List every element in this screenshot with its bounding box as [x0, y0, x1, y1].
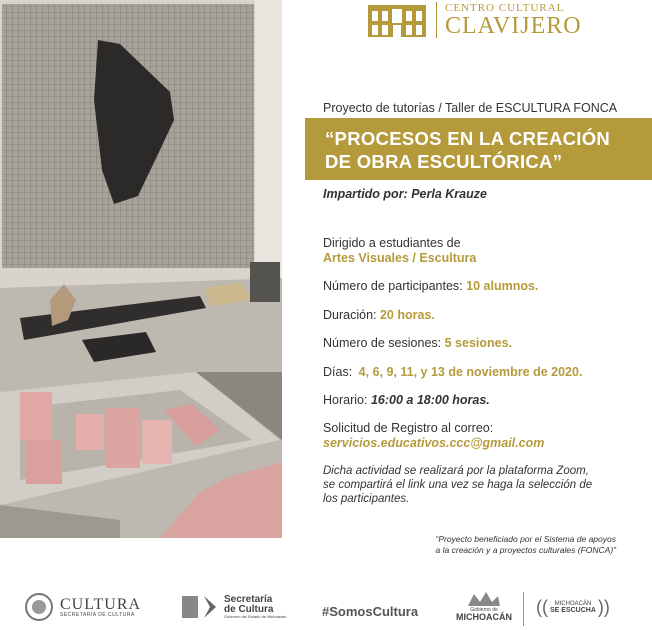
- schedule-value: 16:00 a 18:00 horas.: [370, 393, 490, 407]
- zoom-note: [323, 464, 592, 506]
- days-value: 4, 6, 9, 11, y 13 de noviembre de 2020.: [358, 365, 583, 379]
- zoom-note-line-2: se compartirá el link una vez se haga la selección de: [323, 479, 593, 491]
- fonca-note: [396, 534, 616, 556]
- clavijero-logo: [366, 0, 582, 40]
- gobierno-logo: [456, 590, 512, 622]
- schedule-label: Horario:: [323, 393, 368, 407]
- days-row: [323, 365, 582, 379]
- sessions-value: 5 sesiones.: [444, 336, 513, 350]
- michoacan-crest-icon: [180, 594, 220, 620]
- sculpture-studio-illustration: [0, 0, 282, 538]
- fonca-note-line-2: a la creación y a proyectos culturales (FONCA)”: [435, 545, 616, 555]
- escucha-line-2: SE ESCUCHA: [550, 606, 596, 614]
- secretaria-label: Secretaría: [224, 594, 273, 605]
- participants-label: Número de participantes:: [323, 279, 463, 293]
- cultura-label: CULTURA: [60, 595, 142, 613]
- project-line: Proyecto de tutorías / Taller de ESCULTURA FONCA: [323, 101, 618, 115]
- title-banner: [305, 118, 652, 180]
- footer-logos: [0, 588, 652, 630]
- fonca-note-line-1: “Proyecto beneficiado por el Sistema de apoyos: [435, 534, 616, 544]
- michoacan-label: MICHOACÁN: [456, 612, 512, 622]
- left-wave-icon: ((: [536, 597, 548, 617]
- duration-value: 20 horas.: [379, 308, 435, 322]
- schedule-row: [323, 393, 490, 407]
- duration-label: Duración:: [323, 308, 377, 322]
- secretaria-logo: [180, 594, 286, 620]
- days-label: Días:: [323, 365, 353, 379]
- footer-divider: [523, 592, 524, 626]
- sessions-row: [323, 336, 512, 350]
- logo-divider: [436, 2, 437, 38]
- zoom-note-line-1: Dicha actividad se realizará por la plataforma Zoom,: [323, 465, 589, 477]
- secretaria-sub: Gobierno del Estado de Michoacán: [224, 614, 287, 619]
- participants-value: 10 alumnos.: [466, 279, 539, 293]
- zoom-note-line-3: los participantes.: [323, 493, 410, 505]
- title-line-1: “PROCESOS EN LA CREACIÓN: [325, 128, 611, 149]
- escucha-logo: [536, 598, 610, 616]
- right-wave-icon: )): [597, 597, 610, 617]
- sessions-label: Número de sesiones:: [323, 336, 442, 350]
- audience-label: Dirigido a estudiantes de: [323, 236, 461, 250]
- michoacan-gov-icon: [464, 590, 504, 608]
- escucha-line-1: MICHOACÁN: [554, 600, 592, 607]
- registration-email[interactable]: servicios.educativos.ccc@gmail.com: [323, 436, 545, 450]
- audience-value: Artes Visuales / Escultura: [323, 251, 477, 265]
- logo-name: CLAVIJERO: [445, 12, 582, 39]
- secretaria-label-2: de Cultura: [224, 604, 274, 615]
- title-line-2: DE OBRA ESCULTÓRICA”: [325, 151, 563, 172]
- building-logo-icon: [366, 1, 428, 39]
- cultura-sub: SECRETARÍA DE CULTURA: [60, 611, 135, 618]
- registration-label: Solicitud de Registro al correo:: [323, 421, 494, 435]
- gobierno-label: Gobierno de: [470, 607, 498, 613]
- instructor: Impartido por: Perla Krauze: [323, 187, 487, 201]
- hashtag: #SomosCultura: [322, 604, 419, 619]
- logo-subtitle: CENTRO CULTURAL: [445, 1, 565, 14]
- sculpture-photo: [0, 0, 282, 538]
- mexico-seal-icon: [24, 592, 54, 622]
- cultura-logo: [24, 592, 141, 622]
- participants-row: [323, 279, 538, 293]
- duration-row: [323, 308, 435, 322]
